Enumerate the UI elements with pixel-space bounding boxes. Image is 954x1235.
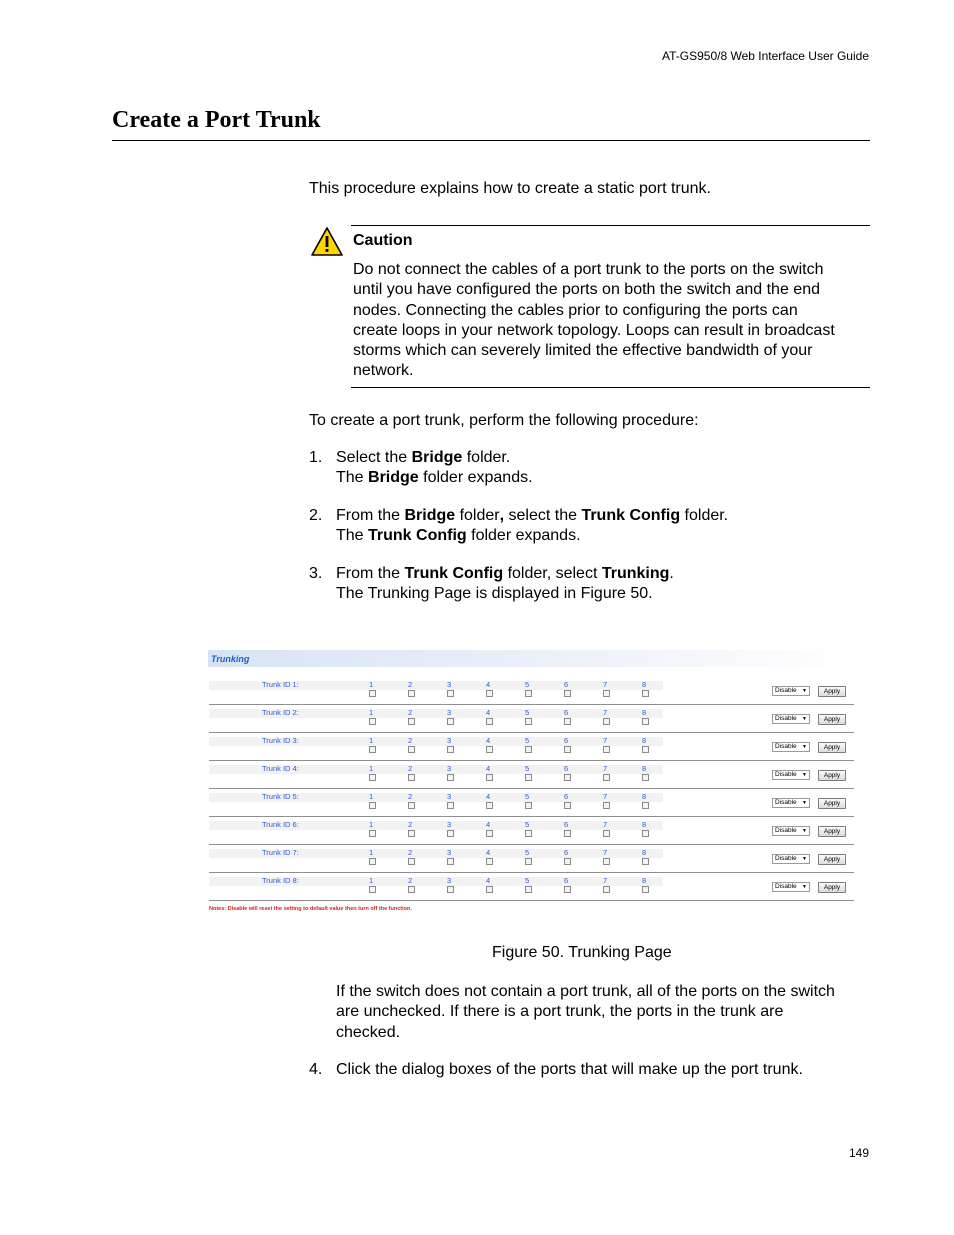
port-number: 7 [603, 876, 608, 885]
port-option [486, 876, 498, 893]
step-number: 3. [309, 565, 323, 582]
figure-caption: Figure 50. Trunking Page [492, 944, 672, 961]
dropdown-arrow-icon: ▼ [802, 716, 807, 722]
port-option [642, 680, 654, 697]
port-checkbox[interactable] [408, 746, 415, 753]
dropdown-arrow-icon: ▼ [802, 856, 807, 862]
port-option [603, 764, 615, 781]
port-number: 5 [525, 848, 530, 857]
port-option [642, 764, 654, 781]
port-checkbox[interactable] [603, 886, 610, 893]
port-number: 4 [486, 876, 491, 885]
port-option [564, 848, 576, 865]
port-number: 8 [642, 792, 647, 801]
port-checkbox[interactable] [642, 690, 649, 697]
port-checkbox[interactable] [564, 718, 571, 725]
port-checkbox[interactable] [369, 802, 376, 809]
port-number: 7 [603, 680, 608, 689]
port-number: 7 [603, 708, 608, 717]
caution-line: until you have configured the ports on both the switch and the end [353, 281, 820, 299]
port-option [447, 708, 459, 725]
port-checkbox[interactable] [564, 830, 571, 837]
port-number: 6 [564, 820, 569, 829]
port-checkbox[interactable] [447, 802, 454, 809]
port-checkbox[interactable] [642, 858, 649, 865]
trunk-id-label: Trunk ID 6: [262, 820, 299, 829]
port-checkbox[interactable] [603, 802, 610, 809]
port-number: 2 [408, 680, 413, 689]
step-line: From the Trunk Config folder, select Trunking. [336, 565, 674, 582]
port-number: 4 [486, 848, 491, 857]
trunk-row [208, 677, 854, 705]
port-checkbox[interactable] [486, 830, 493, 837]
step-line: The Bridge folder expands. [336, 469, 533, 487]
port-option [408, 680, 420, 697]
caution-body [353, 260, 870, 382]
dropdown-arrow-icon: ▼ [802, 772, 807, 778]
port-option [603, 848, 615, 865]
port-option [486, 792, 498, 809]
port-number: 4 [486, 792, 491, 801]
port-checkbox[interactable] [486, 746, 493, 753]
port-number: 3 [447, 820, 452, 829]
port-number: 1 [369, 680, 374, 689]
step-number: 4. [309, 1061, 323, 1078]
port-option [525, 736, 537, 753]
port-option [447, 792, 459, 809]
trunk-mode-value: Disable [775, 715, 797, 722]
port-option [525, 708, 537, 725]
port-checkbox[interactable] [408, 690, 415, 697]
port-option [642, 876, 654, 893]
port-number: 2 [408, 820, 413, 829]
port-number: 7 [603, 736, 608, 745]
port-checkbox[interactable] [525, 858, 532, 865]
port-checkbox[interactable] [642, 774, 649, 781]
port-checkbox[interactable] [447, 746, 454, 753]
port-checkbox[interactable] [564, 690, 571, 697]
trunk-row [208, 733, 854, 761]
port-checkbox[interactable] [408, 718, 415, 725]
apply-button[interactable]: Apply [818, 854, 846, 865]
dropdown-arrow-icon: ▼ [802, 800, 807, 806]
apply-button[interactable]: Apply [818, 882, 846, 893]
port-option [525, 820, 537, 837]
port-option [564, 876, 576, 893]
port-checkbox[interactable] [525, 830, 532, 837]
trunk-row [208, 817, 854, 845]
apply-button[interactable]: Apply [818, 714, 846, 725]
port-checkbox[interactable] [525, 718, 532, 725]
trunk-mode-select[interactable] [772, 714, 810, 724]
trunk-row [208, 705, 854, 733]
port-number: 3 [447, 764, 452, 773]
trunk-id-label: Trunk ID 4: [262, 764, 299, 773]
port-option [564, 708, 576, 725]
trunk-mode-value: Disable [775, 743, 797, 750]
warning-triangle-icon [310, 226, 344, 257]
port-checkbox[interactable] [486, 774, 493, 781]
port-option [408, 848, 420, 865]
port-option [408, 876, 420, 893]
step-number: 1. [309, 449, 323, 466]
port-number: 7 [603, 792, 608, 801]
port-number: 5 [525, 680, 530, 689]
port-number: 2 [408, 876, 413, 885]
caution-line: create loops in your network topology. Loops can result in broadcast [353, 321, 835, 339]
trunk-mode-value: Disable [775, 771, 797, 778]
port-checkbox[interactable] [564, 858, 571, 865]
port-option [525, 680, 537, 697]
trunk-mode-value: Disable [775, 827, 797, 834]
port-option [408, 792, 420, 809]
port-option [525, 764, 537, 781]
trunk-mode-value: Disable [775, 855, 797, 862]
port-checkbox[interactable] [408, 830, 415, 837]
port-checkbox[interactable] [447, 830, 454, 837]
port-number: 5 [525, 792, 530, 801]
port-number: 7 [603, 848, 608, 857]
port-checkbox[interactable] [642, 830, 649, 837]
running-header: AT-GS950/8 Web Interface User Guide [662, 49, 869, 63]
port-checkbox[interactable] [603, 746, 610, 753]
port-checkbox[interactable] [603, 690, 610, 697]
panel-title: Trunking [211, 654, 250, 664]
port-number: 8 [642, 680, 647, 689]
port-option [447, 876, 459, 893]
caution-top-rule [351, 225, 870, 226]
port-number: 4 [486, 820, 491, 829]
port-checkbox[interactable] [408, 886, 415, 893]
port-checkbox[interactable] [603, 830, 610, 837]
port-checkbox[interactable] [603, 774, 610, 781]
trunk-mode-select[interactable] [772, 882, 810, 892]
port-option [447, 736, 459, 753]
caution-bottom-rule [351, 387, 870, 388]
port-checkbox[interactable] [447, 774, 454, 781]
port-number: 5 [525, 736, 530, 745]
port-checkbox[interactable] [369, 746, 376, 753]
port-option [447, 820, 459, 837]
port-option [642, 792, 654, 809]
port-number: 5 [525, 820, 530, 829]
port-checkbox[interactable] [642, 886, 649, 893]
step-line: Click the dialog boxes of the ports that will make up the port trunk. [336, 1061, 803, 1078]
apply-button[interactable]: Apply [818, 798, 846, 809]
port-number: 4 [486, 764, 491, 773]
port-checkbox[interactable] [642, 802, 649, 809]
trunk-row [208, 761, 854, 789]
port-option [447, 680, 459, 697]
caution-line: storms which can severely limited the effective bandwidth of your [353, 342, 813, 360]
port-checkbox[interactable] [447, 690, 454, 697]
port-number: 2 [408, 736, 413, 745]
port-option [447, 764, 459, 781]
port-option [525, 848, 537, 865]
dropdown-arrow-icon: ▼ [802, 744, 807, 750]
port-number: 1 [369, 792, 374, 801]
port-option [486, 820, 498, 837]
trunk-row [208, 845, 854, 873]
port-checkbox[interactable] [486, 718, 493, 725]
port-number: 1 [369, 708, 374, 717]
port-number: 1 [369, 736, 374, 745]
port-option [408, 708, 420, 725]
port-option [447, 848, 459, 865]
port-option [603, 736, 615, 753]
trunk-mode-select[interactable] [772, 826, 810, 836]
figure-note: Notes: Disable will reset the setting to default value then turn off the function. [209, 906, 412, 912]
port-checkbox[interactable] [564, 774, 571, 781]
port-option [369, 820, 381, 837]
after-figure-paragraph: If the switch does not contain a port trunk, all of the ports on the switch are unchecked. If there is a port trunk, the ports in the trunk are checked. [336, 983, 835, 1041]
step-line: From the Bridge folder, select the Trunk Config folder. [336, 507, 729, 524]
port-number: 8 [642, 820, 647, 829]
port-option [369, 848, 381, 865]
trunk-id-label: Trunk ID 8: [262, 876, 299, 885]
step-line: The Trunk Config folder expands. [336, 527, 581, 545]
port-option [486, 764, 498, 781]
port-checkbox[interactable] [525, 746, 532, 753]
step-line: Select the Bridge folder. [336, 449, 511, 466]
port-number: 6 [564, 680, 569, 689]
step-number: 2. [309, 507, 323, 524]
port-checkbox[interactable] [642, 746, 649, 753]
port-option [525, 792, 537, 809]
apply-button[interactable]: Apply [818, 826, 846, 837]
port-checkbox[interactable] [369, 774, 376, 781]
trunk-row [208, 789, 854, 817]
port-option [408, 820, 420, 837]
port-checkbox[interactable] [369, 886, 376, 893]
trunk-mode-select[interactable] [772, 770, 810, 780]
port-option [642, 820, 654, 837]
port-option [642, 708, 654, 725]
port-option [564, 736, 576, 753]
port-option [564, 680, 576, 697]
trunk-mode-select[interactable] [772, 686, 810, 696]
port-checkbox[interactable] [369, 830, 376, 837]
trunk-mode-select[interactable] [772, 742, 810, 752]
port-number: 1 [369, 876, 374, 885]
port-number: 6 [564, 876, 569, 885]
port-number: 6 [564, 736, 569, 745]
port-number: 4 [486, 708, 491, 717]
port-option [603, 820, 615, 837]
port-option [564, 792, 576, 809]
port-number: 6 [564, 792, 569, 801]
port-checkbox[interactable] [408, 858, 415, 865]
port-checkbox[interactable] [486, 858, 493, 865]
port-number: 2 [408, 708, 413, 717]
trunk-id-label: Trunk ID 7: [262, 848, 299, 857]
port-number: 8 [642, 848, 647, 857]
port-checkbox[interactable] [564, 886, 571, 893]
port-number: 7 [603, 764, 608, 773]
apply-button[interactable]: Apply [818, 742, 846, 753]
port-checkbox[interactable] [369, 690, 376, 697]
trunk-mode-select[interactable] [772, 798, 810, 808]
port-number: 8 [642, 708, 647, 717]
port-checkbox[interactable] [486, 802, 493, 809]
caution-line: network. [353, 362, 414, 380]
trunk-id-label: Trunk ID 5: [262, 792, 299, 801]
trunk-mode-select[interactable] [772, 854, 810, 864]
port-number: 4 [486, 736, 491, 745]
caution-title: Caution [353, 232, 413, 249]
port-number: 8 [642, 764, 647, 773]
port-number: 1 [369, 848, 374, 857]
port-checkbox[interactable] [408, 802, 415, 809]
trunk-mode-value: Disable [775, 883, 797, 890]
caution-line: Do not connect the cables of a port trunk to the ports on the switch [353, 261, 824, 278]
port-option [369, 708, 381, 725]
port-option [486, 680, 498, 697]
port-option [486, 736, 498, 753]
port-number: 5 [525, 876, 530, 885]
trunk-mode-value: Disable [775, 687, 797, 694]
trunk-id-label: Trunk ID 3: [262, 736, 299, 745]
port-option [486, 848, 498, 865]
apply-button[interactable]: Apply [818, 770, 846, 781]
port-option [408, 764, 420, 781]
trunk-mode-value: Disable [775, 799, 797, 806]
port-option [603, 792, 615, 809]
port-option [486, 708, 498, 725]
trunk-id-label: Trunk ID 2: [262, 708, 299, 717]
port-option [369, 764, 381, 781]
port-number: 3 [447, 848, 452, 857]
port-checkbox[interactable] [603, 858, 610, 865]
dropdown-arrow-icon: ▼ [802, 688, 807, 694]
port-number: 1 [369, 764, 374, 773]
port-number: 3 [447, 876, 452, 885]
port-checkbox[interactable] [525, 774, 532, 781]
port-checkbox[interactable] [486, 886, 493, 893]
port-checkbox[interactable] [525, 690, 532, 697]
port-number: 6 [564, 708, 569, 717]
port-number: 6 [564, 848, 569, 857]
port-option [369, 792, 381, 809]
port-option [564, 764, 576, 781]
port-number: 5 [525, 764, 530, 773]
trunk-id-label: Trunk ID 1: [262, 680, 299, 689]
port-number: 7 [603, 820, 608, 829]
port-checkbox[interactable] [369, 718, 376, 725]
trunking-page-figure [208, 648, 856, 918]
port-checkbox[interactable] [603, 718, 610, 725]
step-line: The Trunking Page is displayed in Figure 50. [336, 585, 653, 603]
row-divider [209, 900, 854, 901]
port-option [603, 876, 615, 893]
port-checkbox[interactable] [564, 802, 571, 809]
port-option [369, 736, 381, 753]
dropdown-arrow-icon: ▼ [802, 828, 807, 834]
section-title: Create a Port Trunk [112, 107, 321, 133]
port-number: 3 [447, 680, 452, 689]
page-number: 149 [848, 1146, 869, 1160]
port-number: 8 [642, 736, 647, 745]
port-option [642, 848, 654, 865]
port-option [603, 708, 615, 725]
port-checkbox[interactable] [447, 886, 454, 893]
port-option [525, 876, 537, 893]
port-number: 2 [408, 792, 413, 801]
port-number: 6 [564, 764, 569, 773]
dropdown-arrow-icon: ▼ [802, 884, 807, 890]
port-option [369, 876, 381, 893]
apply-button[interactable]: Apply [818, 686, 846, 697]
port-checkbox[interactable] [369, 858, 376, 865]
panel-title-bar [208, 650, 854, 667]
port-checkbox[interactable] [564, 746, 571, 753]
port-number: 3 [447, 736, 452, 745]
port-checkbox[interactable] [525, 802, 532, 809]
port-option [369, 680, 381, 697]
port-checkbox[interactable] [486, 690, 493, 697]
title-rule [112, 140, 870, 141]
port-number: 4 [486, 680, 491, 689]
port-number: 2 [408, 848, 413, 857]
port-number: 3 [447, 708, 452, 717]
trunk-row [208, 873, 854, 901]
port-checkbox[interactable] [525, 886, 532, 893]
port-option [603, 680, 615, 697]
intro-paragraph: This procedure explains how to create a static port trunk. [309, 180, 711, 197]
port-number: 3 [447, 792, 452, 801]
caution-line: nodes. Connecting the cables prior to configuring the ports can [353, 301, 798, 319]
port-checkbox[interactable] [642, 718, 649, 725]
port-option [408, 736, 420, 753]
port-number: 5 [525, 708, 530, 717]
port-checkbox[interactable] [447, 718, 454, 725]
port-number: 2 [408, 764, 413, 773]
procedure-intro: To create a port trunk, perform the following procedure: [309, 412, 699, 429]
port-option [564, 820, 576, 837]
port-option [642, 736, 654, 753]
port-number: 1 [369, 820, 374, 829]
port-checkbox[interactable] [408, 774, 415, 781]
port-checkbox[interactable] [447, 858, 454, 865]
port-number: 8 [642, 876, 647, 885]
